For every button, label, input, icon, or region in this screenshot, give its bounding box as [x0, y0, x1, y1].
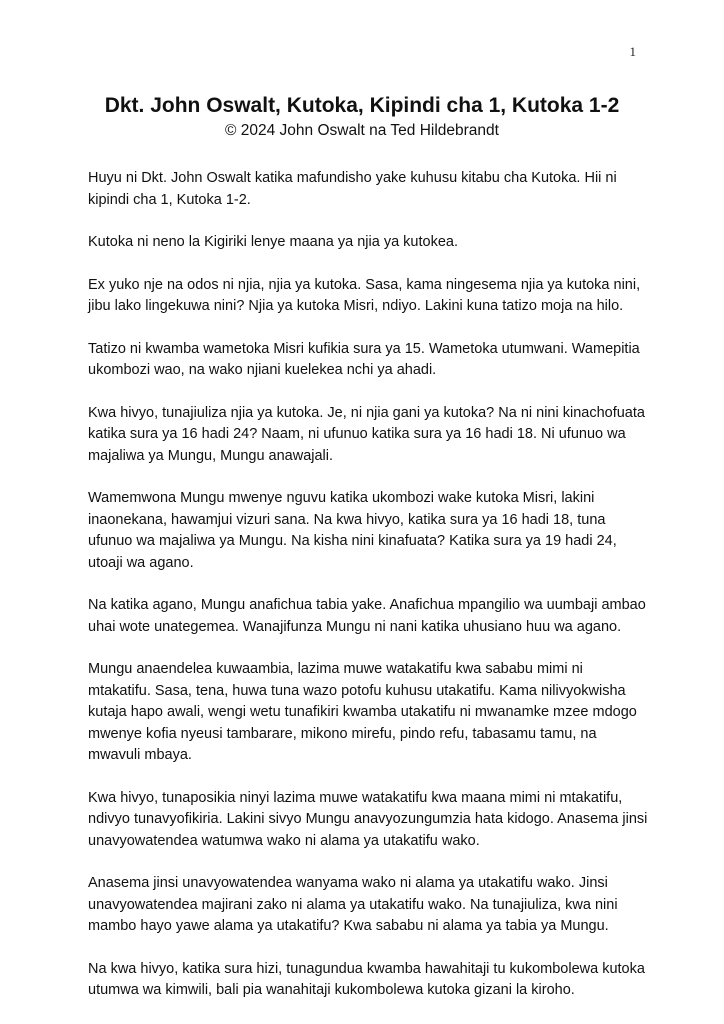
- paragraph: Tatizo ni kwamba wametoka Misri kufikia sura ya 15. Wametoka utumwani. Wamepitia ukombozi wao, na wako njiani kuelekea nchi ya ahadi.: [88, 340, 640, 378]
- paragraph: Na kwa hivyo, katika sura hizi, tunagundua kwamba hawahitaji tu kukombolewa kutoka utumwa wa kimwili, bali pia wanahitaji kukombolewa kutoka gizani la kiroho.: [88, 960, 645, 998]
- paragraph: Kwa hivyo, tunajiuliza njia ya kutoka. Je, ni njia gani ya kutoka? Na ni nini kinachofuata katika sura ya 16 hadi 24? Naam, ni ufunuo katika sura ya 16 hadi 18. Ni ufunuo wa majaliwa ya Mungu, Mungu anawajali.: [88, 404, 645, 464]
- page-number: 1: [629, 44, 636, 59]
- document-header: [0, 92, 724, 142]
- document-body: [88, 168, 648, 1023]
- document-subtitle: © 2024 John Oswalt na Ted Hildebrandt: [225, 122, 499, 139]
- paragraph: Huyu ni Dkt. John Oswalt katika mafundisho yake kuhusu kitabu cha Kutoka. Hii ni kipindi cha 1, Kutoka 1-2.: [88, 170, 617, 208]
- paragraph: Anasema jinsi unavyowatendea wanyama wako ni alama ya utakatifu wako. Jinsi unavyowatendea majirani zako ni alama ya utakatifu wako. Na tunajiuliza, kwa nini mambo hayo yawe alama ya utakatifu? Kwa sababu ni alama ya tabia ya Mungu.: [88, 875, 618, 934]
- document-title: Dkt. John Oswalt, Kutoka, Kipindi cha 1, Kutoka 1-2: [104, 94, 620, 117]
- paragraph: Na katika agano, Mungu anafichua tabia yake. Anafichua mpangilio wa uumbaji ambao uhai wote unategemea. Wanajifunza Mungu ni nani katika uhusiano huu wa agano.: [88, 597, 646, 635]
- paragraph: Kwa hivyo, tunaposikia ninyi lazima muwe watakatifu kwa maana mimi ni mtakatifu, ndivyo tunavyofikiria. Lakini sivyo Mungu anavyozungumzia hata kidogo. Anasema jinsi unavyowatendea watumwa wako ni alama ya utakatifu wako.: [88, 789, 648, 849]
- paragraph: Ex yuko nje na odos ni njia, njia ya kutoka. Sasa, kama ningesema njia ya kutoka nini, jibu lako lingekuwa nini? Njia ya kutoka Misri, ndiyo. Lakini kuna tatizo moja na hilo.: [88, 276, 641, 314]
- paragraph: Mungu anaendelea kuwaambia, lazima muwe watakatifu kwa sababu mimi ni mtakatifu. Sasa, tena, huwa tuna wazo potofu kuhusu utakatifu. Kama nilivyokwisha kutaja hapo awali, wengi wetu tunafikiri kwamba utakatifu ni mwanamke mzee mdogo mwenye kofia nyeusi tambarare, mikono mirefu, pindo refu, tabasamu tamu, na mwavuli mbaya.: [88, 661, 637, 763]
- paragraph: Kutoka ni neno la Kigiriki lenye maana ya njia ya kutokea.: [88, 234, 458, 250]
- paragraph: Wamemwona Mungu mwenye nguvu katika ukombozi wake kutoka Misri, lakini inaonekana, hawamjui vizuri sana. Na kwa hivyo, katika sura ya 16 hadi 18, tuna ufunuo wa majaliwa ya Mungu. Na kisha nini kinafuata? Katika sura ya 19 hadi 24, utoaji wa agano.: [88, 490, 617, 571]
